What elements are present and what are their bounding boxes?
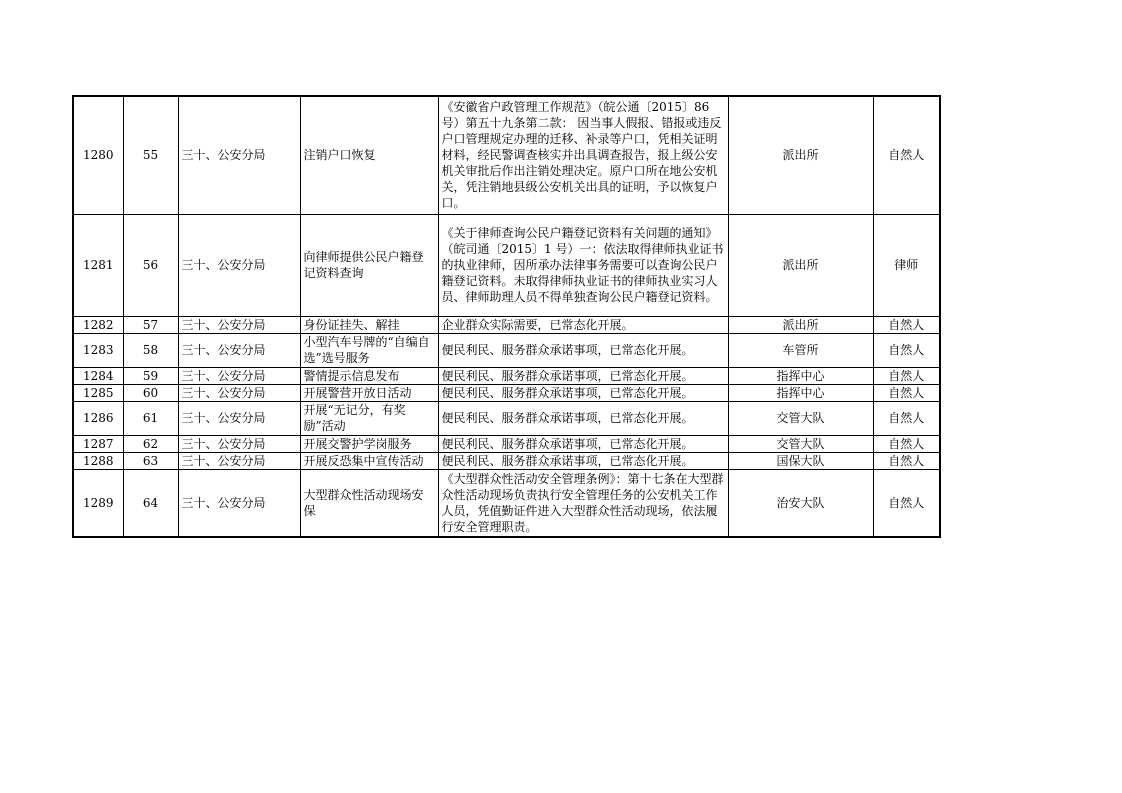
cell-department: 三十、公安分局 <box>178 401 300 435</box>
cell-item: 警情提示信息发布 <box>300 367 438 384</box>
cell-basis: 便民利民、服务群众承诺事项，已常态化开展。 <box>438 401 728 435</box>
cell-sub-no: 64 <box>123 469 178 537</box>
cell-department: 三十、公安分局 <box>178 333 300 367</box>
cell-target: 自然人 <box>873 401 940 435</box>
cell-sub-no: 61 <box>123 401 178 435</box>
table-row <box>73 384 940 401</box>
cell-department: 三十、公安分局 <box>178 96 300 214</box>
cell-sub-no: 58 <box>123 333 178 367</box>
table-row <box>73 469 940 537</box>
table-row <box>73 367 940 384</box>
cell-item: 开展“无记分，有奖励”活动 <box>300 401 438 435</box>
cell-unit: 交管大队 <box>728 435 873 452</box>
cell-unit: 派出所 <box>728 214 873 316</box>
cell-target: 律师 <box>873 214 940 316</box>
table-row <box>73 316 940 333</box>
table-row <box>73 96 940 214</box>
cell-target: 自然人 <box>873 452 940 469</box>
cell-sub-no: 59 <box>123 367 178 384</box>
cell-item: 大型群众性活动现场安保 <box>300 469 438 537</box>
cell-no: 1289 <box>73 469 123 537</box>
cell-item: 开展反恐集中宣传活动 <box>300 452 438 469</box>
cell-item: 开展警营开放日活动 <box>300 384 438 401</box>
cell-target: 自然人 <box>873 384 940 401</box>
cell-sub-no: 56 <box>123 214 178 316</box>
table-row <box>73 401 940 435</box>
cell-sub-no: 57 <box>123 316 178 333</box>
cell-basis: 企业群众实际需要，已常态化开展。 <box>438 316 728 333</box>
table-row <box>73 333 940 367</box>
cell-no: 1288 <box>73 452 123 469</box>
cell-department: 三十、公安分局 <box>178 469 300 537</box>
cell-sub-no: 60 <box>123 384 178 401</box>
cell-department: 三十、公安分局 <box>178 316 300 333</box>
cell-basis: 便民利民、服务群众承诺事项，已常态化开展。 <box>438 435 728 452</box>
cell-no: 1282 <box>73 316 123 333</box>
cell-unit: 指挥中心 <box>728 384 873 401</box>
cell-sub-no: 63 <box>123 452 178 469</box>
cell-no: 1286 <box>73 401 123 435</box>
cell-no: 1284 <box>73 367 123 384</box>
cell-sub-no: 62 <box>123 435 178 452</box>
cell-target: 自然人 <box>873 367 940 384</box>
cell-item: 身份证挂失、解挂 <box>300 316 438 333</box>
cell-no: 1287 <box>73 435 123 452</box>
cell-target: 自然人 <box>873 96 940 214</box>
cell-target: 自然人 <box>873 333 940 367</box>
cell-basis: 《关于律师查询公民户籍登记资料有关问题的通知》（皖司通〔2015〕1 号）一：依法取得律师执业证书的执业律师，因所承办法律事务需要可以查询公民户籍登记资料。未取得律师执业证书的律师执业实习人员、律师助理人员不得单独查询公民户籍登记资料。 <box>438 214 728 316</box>
cell-target: 自然人 <box>873 469 940 537</box>
cell-unit: 派出所 <box>728 316 873 333</box>
cell-basis: 《安徽省户政管理工作规范》（皖公通〔2015〕86号）第五十九条第二款： 因当事人假报、错报或违反户口管理规定办理的迁移、补录等户口，凭相关证明材料，经民警调查核实并出具调查报告，报上级公安机关审批后作出注销处理决定。原户口所在地公安机关，凭注销地县级公安机关出具的证明，予以恢复户口。 <box>438 96 728 214</box>
cell-no: 1283 <box>73 333 123 367</box>
cell-department: 三十、公安分局 <box>178 367 300 384</box>
cell-basis: 便民利民、服务群众承诺事项，已常态化开展。 <box>438 367 728 384</box>
cell-department: 三十、公安分局 <box>178 384 300 401</box>
cell-item: 注销户口恢复 <box>300 96 438 214</box>
cell-item: 向律师提供公民户籍登记资料查询 <box>300 214 438 316</box>
cell-item: 小型汽车号牌的“自编自选”选号服务 <box>300 333 438 367</box>
cell-basis: 《大型群众性活动安全管理条例》：第十七条在大型群众性活动现场负责执行安全管理任务的公安机关工作人员，凭值勤证件进入大型群众性活动现场，依法履行安全管理职责。 <box>438 469 728 537</box>
service-table <box>72 95 941 538</box>
cell-unit: 派出所 <box>728 96 873 214</box>
cell-department: 三十、公安分局 <box>178 435 300 452</box>
cell-unit: 国保大队 <box>728 452 873 469</box>
table-row <box>73 435 940 452</box>
cell-department: 三十、公安分局 <box>178 452 300 469</box>
cell-sub-no: 55 <box>123 96 178 214</box>
cell-item: 开展交警护学岗服务 <box>300 435 438 452</box>
cell-no: 1285 <box>73 384 123 401</box>
cell-no: 1280 <box>73 96 123 214</box>
table-row <box>73 214 940 316</box>
cell-unit: 交管大队 <box>728 401 873 435</box>
table-row <box>73 452 940 469</box>
cell-no: 1281 <box>73 214 123 316</box>
cell-basis: 便民利民、服务群众承诺事项，已常态化开展。 <box>438 384 728 401</box>
cell-unit: 治安大队 <box>728 469 873 537</box>
cell-target: 自然人 <box>873 435 940 452</box>
cell-target: 自然人 <box>873 316 940 333</box>
cell-unit: 指挥中心 <box>728 367 873 384</box>
cell-unit: 车管所 <box>728 333 873 367</box>
cell-department: 三十、公安分局 <box>178 214 300 316</box>
cell-basis: 便民利民、服务群众承诺事项，已常态化开展。 <box>438 333 728 367</box>
cell-basis: 便民利民、服务群众承诺事项，已常态化开展。 <box>438 452 728 469</box>
